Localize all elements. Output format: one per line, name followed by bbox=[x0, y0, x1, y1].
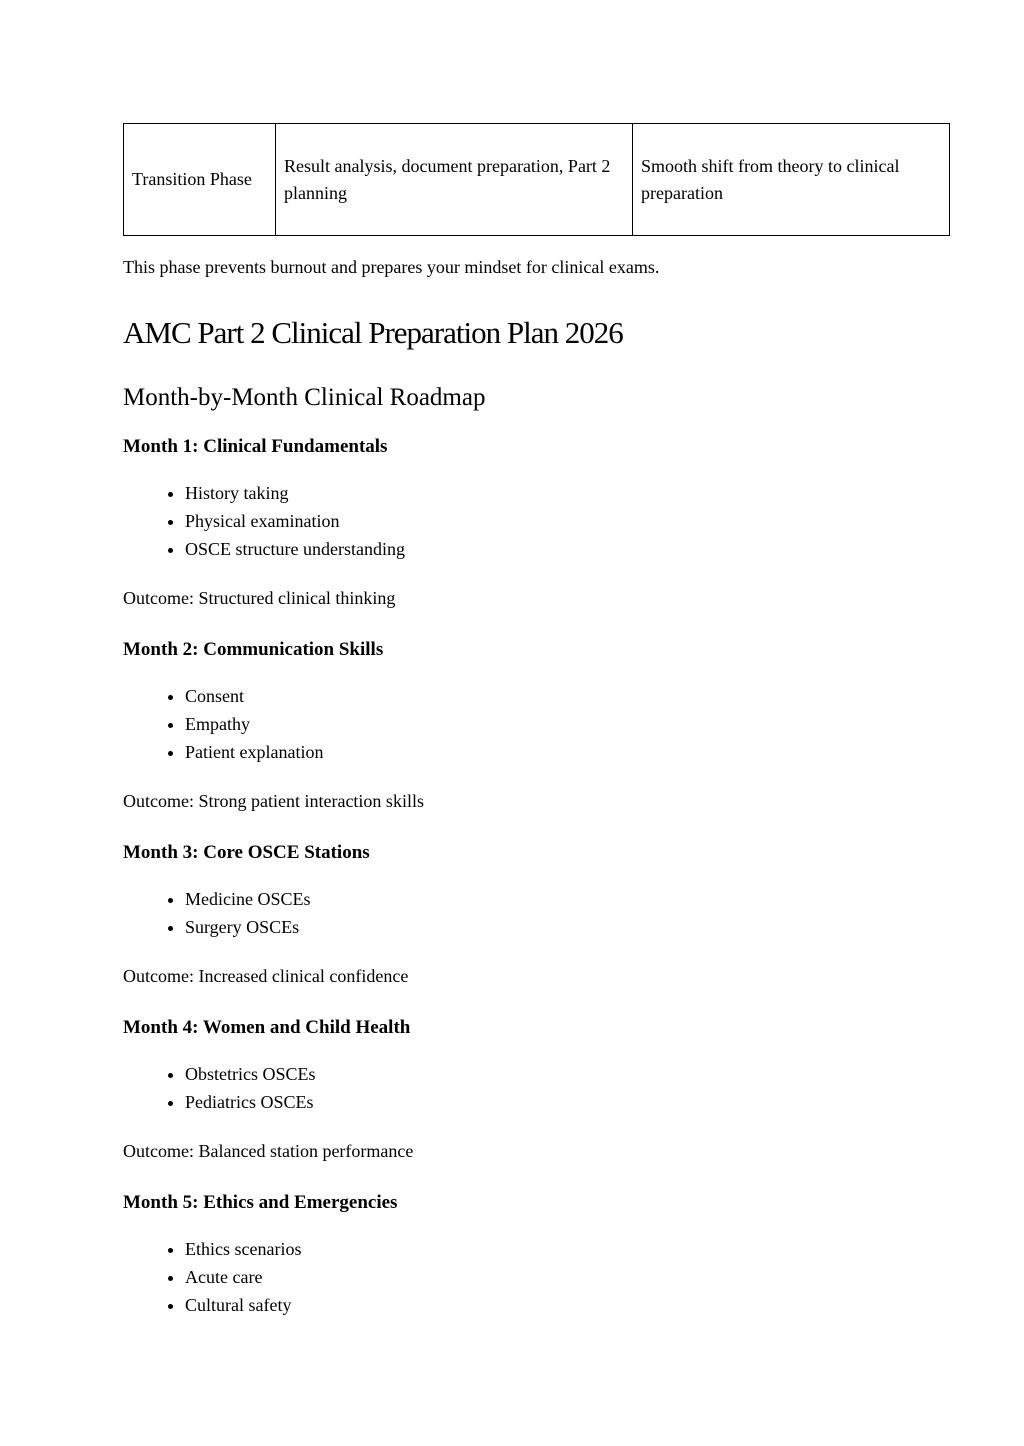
table-cell-goal: Smooth shift from theory to clinical preparation bbox=[633, 124, 950, 236]
month-1-list bbox=[123, 479, 898, 563]
month-4-outcome: Outcome: Balanced station performance bbox=[123, 1141, 414, 1161]
month-2-outcome: Outcome: Strong patient interaction skills bbox=[123, 791, 424, 811]
transition-phase-table bbox=[123, 123, 950, 236]
month-4-list bbox=[123, 1060, 898, 1116]
month-3-list bbox=[123, 885, 898, 941]
list-item: • Acute care bbox=[185, 1263, 898, 1291]
month-3-heading: Month 3: Core OSCE Stations bbox=[123, 842, 370, 863]
month-5-list bbox=[123, 1235, 898, 1319]
list-item: • OSCE structure understanding bbox=[185, 535, 898, 563]
month-2-list bbox=[123, 682, 898, 766]
month-2-heading: Month 2: Communication Skills bbox=[123, 639, 384, 660]
month-1-heading: Month 1: Clinical Fundamentals bbox=[123, 436, 388, 457]
month-5-heading: Month 5: Ethics and Emergencies bbox=[123, 1192, 398, 1213]
list-item: • Physical examination bbox=[185, 507, 898, 535]
list-item: • Obstetrics OSCEs bbox=[185, 1060, 898, 1088]
list-item: • Empathy bbox=[185, 710, 898, 738]
roadmap-subtitle: Month-by-Month Clinical Roadmap bbox=[123, 384, 486, 411]
list-item: • Medicine OSCEs bbox=[185, 885, 898, 913]
list-item: • Patient explanation bbox=[185, 738, 898, 766]
table-cell-phase-name: Transition Phase bbox=[124, 124, 276, 236]
list-item: • History taking bbox=[185, 479, 898, 507]
list-item: • Surgery OSCEs bbox=[185, 913, 898, 941]
month-4-heading: Month 4: Women and Child Health bbox=[123, 1017, 411, 1038]
month-3-outcome: Outcome: Increased clinical confidence bbox=[123, 966, 409, 986]
list-item: • Consent bbox=[185, 682, 898, 710]
document-title: AMC Part 2 Clinical Preparation Plan 2026 bbox=[123, 315, 623, 350]
table-row bbox=[124, 124, 950, 236]
list-item: • Ethics scenarios bbox=[185, 1235, 898, 1263]
month-1-outcome: Outcome: Structured clinical thinking bbox=[123, 588, 396, 608]
intro-paragraph: This phase prevents burnout and prepares your mindset for clinical exams. bbox=[123, 257, 660, 277]
list-item: • Cultural safety bbox=[185, 1291, 898, 1319]
list-item: • Pediatrics OSCEs bbox=[185, 1088, 898, 1116]
table-cell-activities: Result analysis, document preparation, Part 2 planning bbox=[276, 124, 633, 236]
